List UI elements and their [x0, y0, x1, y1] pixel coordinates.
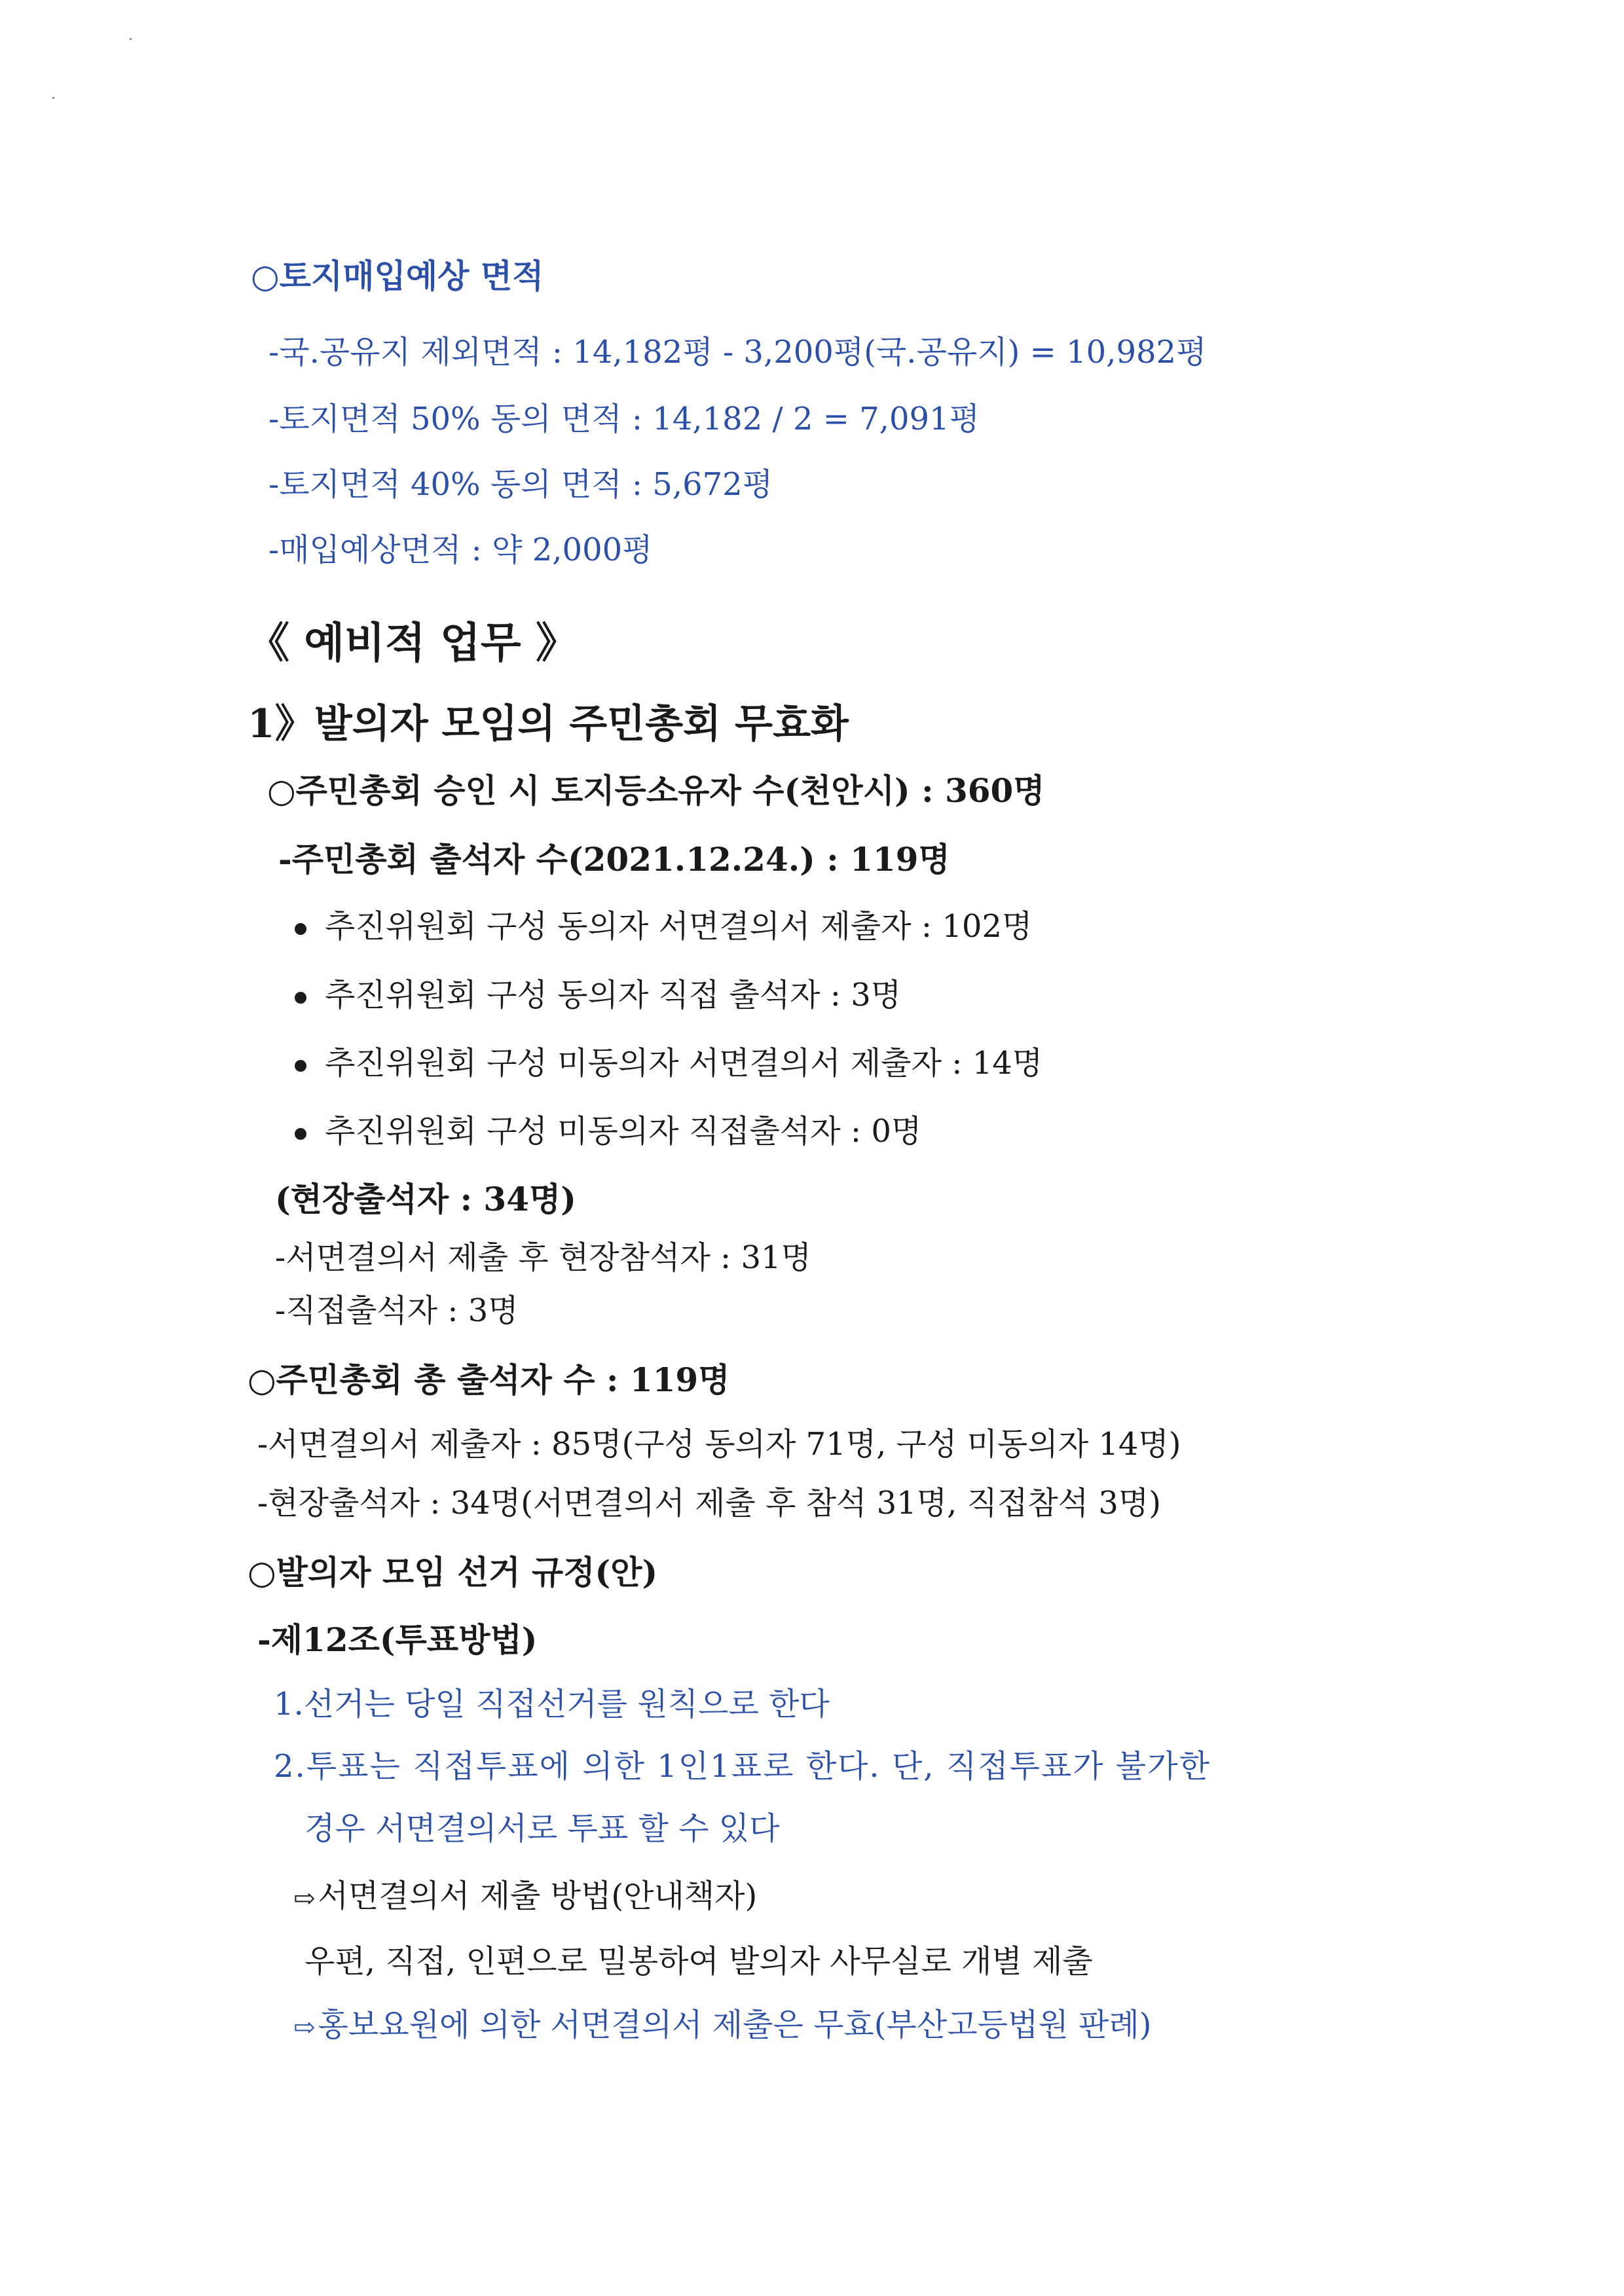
rule-2-line-2: 경우 서면결의서로 투표 할 수 있다 — [304, 1810, 780, 1847]
rule-1: 1.선거는 당일 직접선거를 원칙으로 한다 — [274, 1686, 830, 1722]
method-text: 우편, 직접, 인편으로 밀봉하여 발의자 사무실로 개별 제출 — [304, 1943, 1093, 1980]
list-item: 추진위원회 구성 미동의자 직접출석자 : 0명 — [295, 1113, 921, 1151]
method-heading: ⇨서면결의서 제출 방법(안내책자) — [293, 1878, 758, 1914]
land-line-3: -토지면적 40% 동의 면적 : 5,672평 — [268, 466, 773, 503]
land-line-4: -매입예상면적 : 약 2,000평 — [268, 532, 653, 568]
rules-heading: ○발의자 모임 선거 규정(안) — [248, 1553, 658, 1592]
bullet-icon — [295, 1060, 306, 1072]
arrow-right-icon: ⇨ — [293, 1883, 316, 1914]
section-title: 《 예비적 업무 》 — [248, 619, 578, 668]
arrow-right-icon: ⇨ — [293, 2012, 316, 2043]
land-area-heading: ○토지매입예상 면적 — [251, 257, 544, 295]
attendance-count: -주민총회 출석자 수(2021.12.24.) : 119명 — [278, 840, 950, 879]
precedent-note: ⇨홍보요원에 의한 서면결의서 제출은 무효(부산고등법원 판례) — [293, 2007, 1152, 2043]
rule-2-line-1: 2.투표는 직접투표에 의한 1인1표로 한다. 단, 직접투표가 불가한 — [274, 1748, 1211, 1785]
bullet-icon — [295, 923, 306, 935]
list-item: 추진위원회 구성 동의자 서면결의서 제출자 : 102명 — [295, 908, 1032, 946]
total-line-1: -서면결의서 제출자 : 85명(구성 동의자 71명, 구성 미동의자 14명) — [257, 1426, 1181, 1463]
approval-count: ○주민총회 승인 시 토지등소유자 수(천안시) : 360명 — [267, 771, 1045, 810]
article-heading: -제12조(투표방법) — [257, 1620, 538, 1659]
list-item: 추진위원회 구성 미동의자 서면결의서 제출자 : 14명 — [295, 1045, 1043, 1083]
bullet-icon — [295, 992, 306, 1004]
total-attendance-heading: ○주민총회 총 출석자 수 : 119명 — [248, 1360, 730, 1399]
total-line-2: -현장출석자 : 34명(서면결의서 제출 후 참석 31명, 직접참석 3명) — [257, 1485, 1161, 1522]
land-line-2: -토지면적 50% 동의 면적 : 14,182 / 2 = 7,091평 — [268, 401, 980, 437]
onsite-attendees: (현장출석자 : 34명) — [275, 1180, 576, 1218]
section-subtitle: 1》발의자 모임의 주민총회 무효화 — [248, 701, 849, 747]
scan-speck — [130, 38, 132, 40]
land-line-1: -국.공유지 제외면적 : 14,182평 - 3,200평(국.공유지) = 10,982평 — [268, 334, 1207, 371]
onsite-line-2: -직접출석자 : 3명 — [275, 1292, 519, 1329]
onsite-line-1: -서면결의서 제출 후 현장참석자 : 31명 — [275, 1239, 811, 1276]
list-item: 추진위원회 구성 동의자 직접 출석자 : 3명 — [295, 977, 901, 1015]
scan-speck — [52, 97, 54, 99]
bullet-icon — [295, 1128, 306, 1140]
